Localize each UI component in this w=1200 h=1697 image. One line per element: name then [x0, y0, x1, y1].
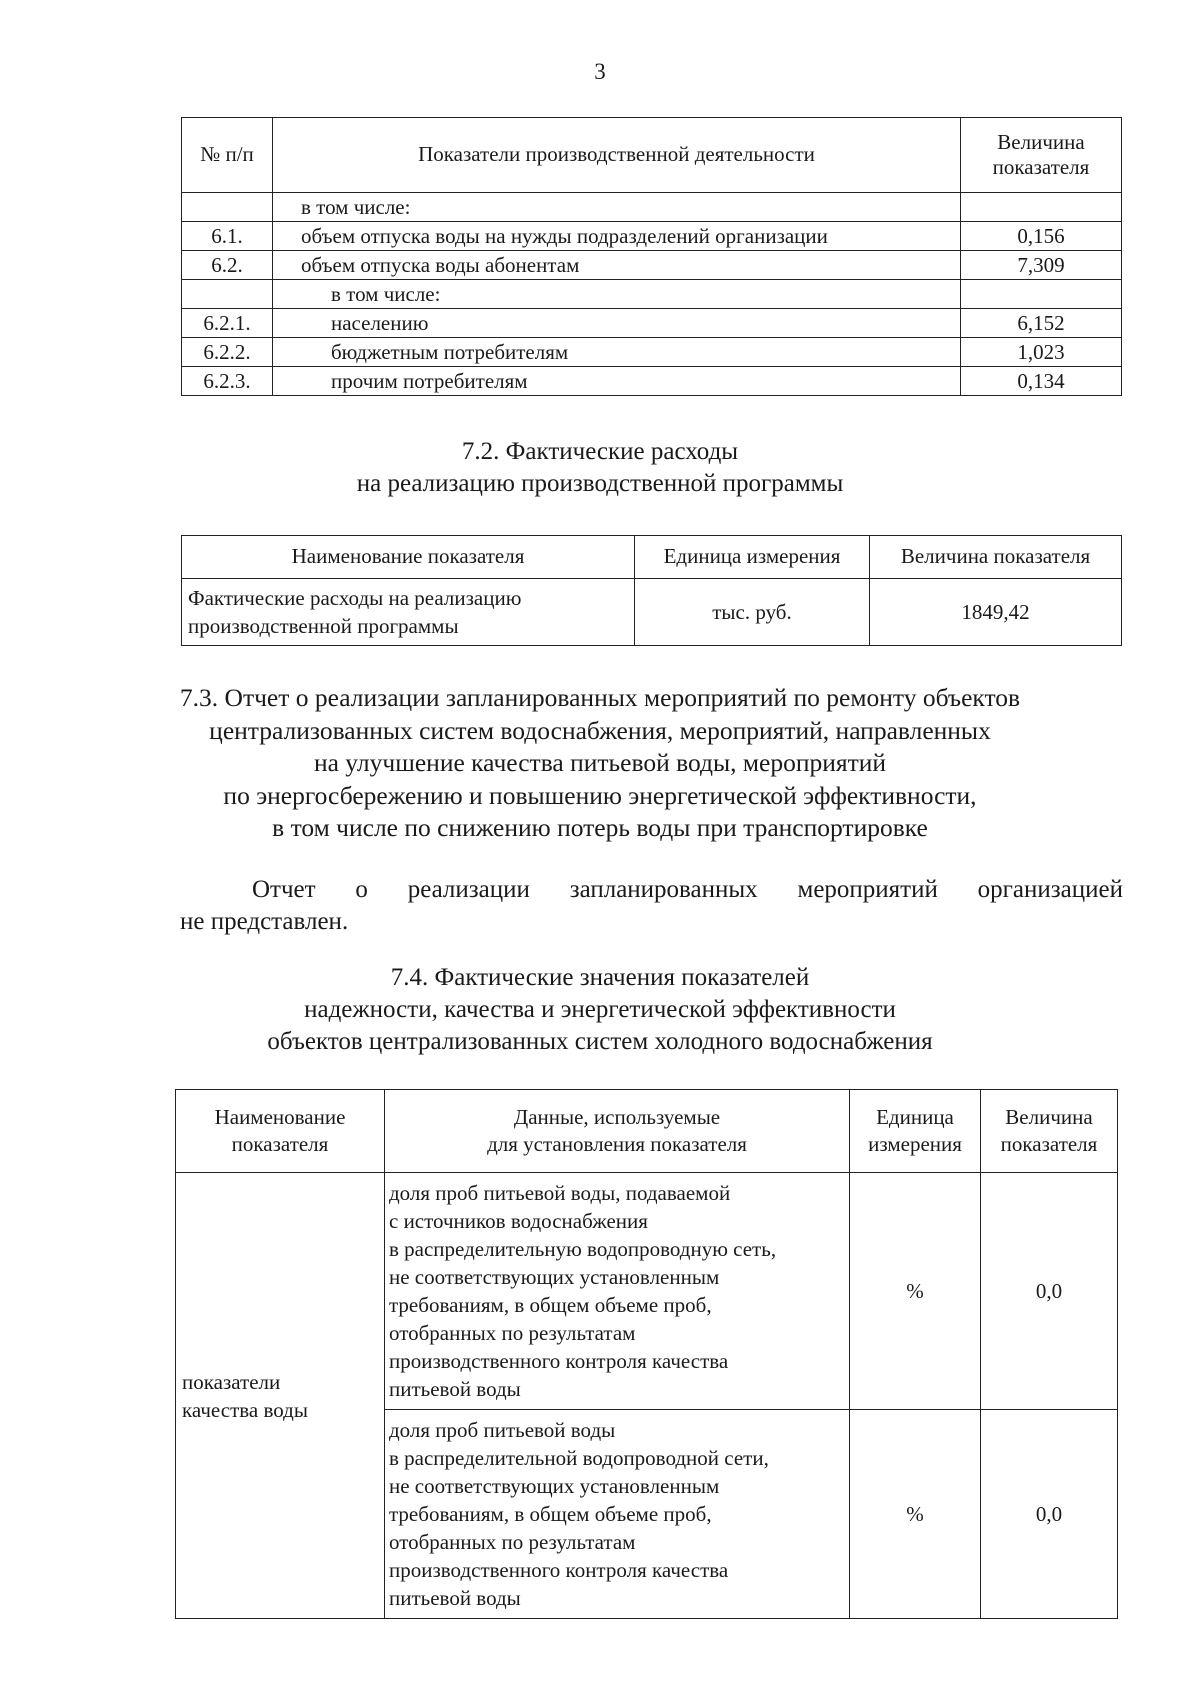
row-number [182, 193, 273, 222]
table-row [182, 222, 1122, 251]
row-description [385, 1173, 850, 1410]
group-name-line: показатели [182, 1369, 281, 1394]
header-indicator: Показатели производственной деятельности [273, 118, 961, 193]
row-unit: % [850, 1410, 981, 1619]
table-row [182, 251, 1122, 280]
row-value: 0,0 [981, 1410, 1118, 1619]
table-row [182, 367, 1122, 396]
table-row [182, 193, 1122, 222]
header-value: Величина показателя [961, 118, 1122, 193]
description-line: не соответствующих установленным [389, 1265, 720, 1289]
section-7-3-heading [0, 682, 1200, 845]
header-line: Величина [1005, 1105, 1093, 1129]
description-line: питьевой воды [389, 1586, 521, 1610]
row-value [961, 193, 1122, 222]
heading-line: на реализацию производственной программы [356, 470, 844, 497]
header-data [385, 1090, 850, 1173]
heading-line: объектов централизованных систем холодного водоснабжения [267, 1028, 933, 1055]
row-value: 7,309 [961, 251, 1122, 280]
description-line: не соответствующих установленным [389, 1474, 720, 1498]
description-line: требованиям, в общем объеме проб, [389, 1502, 712, 1526]
section-7-2-heading [0, 436, 1200, 500]
header-value [981, 1090, 1118, 1173]
header-line: показателя [1000, 1132, 1098, 1156]
header-line: Наименование [214, 1105, 346, 1129]
heading-line: 7.2. Фактические расходы [461, 438, 739, 465]
heading-line: по энергосбережению и повышению энергетической эффективности, [223, 780, 977, 810]
row-number: 6.2.2. [182, 338, 273, 367]
row-value: 1,023 [961, 338, 1122, 367]
row-label: прочим потребителям [273, 367, 961, 396]
description-line: доля проб питьевой воды, подаваемой [389, 1181, 731, 1205]
header-line: Данные, используемые [513, 1105, 721, 1129]
header-name [176, 1090, 385, 1173]
description-line: производственного контроля качества [389, 1558, 729, 1582]
row-description [385, 1410, 850, 1619]
row-number: 6.2.3. [182, 367, 273, 396]
heading-line: на улучшение качества питьевой воды, мероприятий [313, 748, 887, 777]
row-label: населению [273, 309, 961, 338]
row-number: 6.2.1. [182, 309, 273, 338]
description-line: требованиям, в общем объеме проб, [389, 1293, 712, 1317]
description-line: питьевой воды [389, 1377, 521, 1401]
actual-expenses-table [181, 535, 1122, 646]
row-label: в том числе: [273, 193, 961, 222]
heading-line: 7.4. Фактические значения показателей [390, 964, 810, 991]
description-line: доля проб питьевой воды [389, 1418, 616, 1442]
header-unit: Единица измерения [635, 536, 870, 579]
heading-line: 7.3. Отчет о реализации запланированных мероприятий по ремонту объектов [179, 683, 1021, 712]
row-unit: тыс. руб. [635, 579, 870, 646]
table-row [176, 1173, 1118, 1410]
row-label: объем отпуска воды на нужды подразделений организации [273, 222, 961, 251]
header-number: № п/п [182, 118, 273, 193]
header-line: измерения [868, 1132, 962, 1156]
page-number: 3 [594, 59, 606, 84]
table-row [182, 280, 1122, 309]
table-row [182, 309, 1122, 338]
row-label: в том числе: [273, 280, 961, 309]
description-line: отобранных по результатам [389, 1321, 636, 1345]
row-name-line: производственной программы [188, 614, 459, 638]
heading-line: в том числе по снижению потерь воды при транспортировке [272, 813, 928, 842]
table-row [182, 579, 1122, 646]
paragraph-line: не представлен. [180, 908, 349, 935]
row-value [961, 280, 1122, 309]
header-name: Наименование показателя [182, 536, 635, 579]
row-value: 0,156 [961, 222, 1122, 251]
row-name [182, 579, 635, 646]
row-number: 6.2. [182, 251, 273, 280]
row-unit: % [850, 1173, 981, 1410]
table-row [182, 338, 1122, 367]
production-indicators-table [181, 117, 1122, 396]
table-header-row [182, 118, 1122, 193]
header-line: для установления показателя [487, 1132, 747, 1156]
heading-line: централизованных систем водоснабжения, мероприятий, направленных [209, 715, 991, 745]
header-value: Величина показателя [870, 536, 1122, 579]
row-number [182, 280, 273, 309]
group-name-line: качества воды [182, 1397, 308, 1422]
row-number: 6.1. [182, 222, 273, 251]
report-paragraph [180, 874, 1123, 938]
header-unit [850, 1090, 981, 1173]
heading-line: надежности, качества и энергетической эффективности [304, 996, 896, 1023]
row-value: 0,0 [981, 1173, 1118, 1410]
description-line: производственного контроля качества [389, 1349, 729, 1373]
group-name [176, 1173, 385, 1619]
table-header-row [176, 1090, 1118, 1173]
header-line: показателя [231, 1132, 329, 1156]
description-line: в распределительной водопроводной сети, [389, 1446, 769, 1470]
description-line: в распределительную водопроводную сеть, [389, 1237, 777, 1261]
row-value: 1849,42 [870, 579, 1122, 646]
header-line: Единица [876, 1105, 954, 1129]
description-line: с источников водоснабжения [389, 1209, 648, 1233]
row-value: 0,134 [961, 367, 1122, 396]
row-name-line: Фактические расходы на реализацию [188, 586, 522, 610]
section-7-4-heading [0, 962, 1200, 1058]
table-header-row [182, 536, 1122, 579]
row-label: бюджетным потребителям [273, 338, 961, 367]
description-line: отобранных по результатам [389, 1530, 636, 1554]
paragraph-line: Отчет о реализации запланированных мероприятий организацией [252, 876, 1123, 903]
row-value: 6,152 [961, 309, 1122, 338]
row-label: объем отпуска воды абонентам [273, 251, 961, 280]
water-quality-indicators-table [175, 1089, 1118, 1619]
